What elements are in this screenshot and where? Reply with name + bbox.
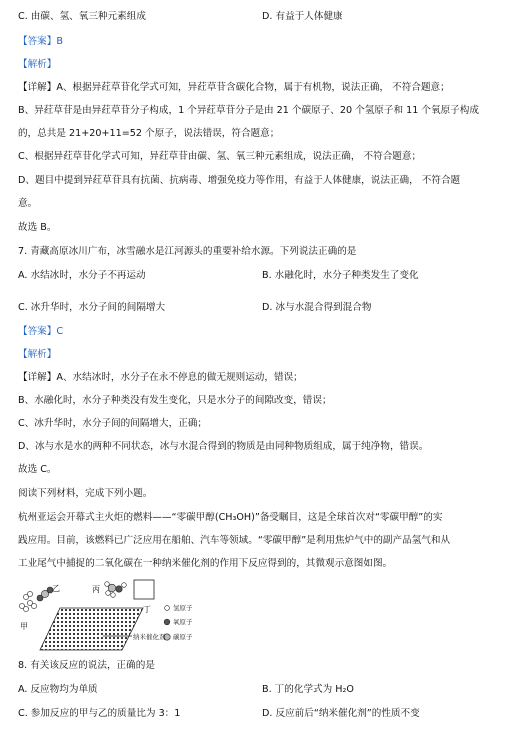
molecule-yi xyxy=(37,587,53,601)
q8-stem: 8. 有关该反应的说法，正确的是 xyxy=(18,660,155,671)
q7-stem: 7. 青藏高原冰川广布，冰雪融水是江河源头的重要补给水源。下列说法正确的是 xyxy=(18,246,357,257)
q7-detail-d: D、冰与水是水的两种不同状态，冰与水混合得到的物质是由同种物质组成，属于纯净物，错误。 xyxy=(18,441,429,452)
q6-detail-b2: 的，总共是 21+20+11=52 个原子，说法错误，符合题意； xyxy=(18,128,280,139)
label-bing: 丙 xyxy=(92,585,100,594)
label-yi: 乙 xyxy=(52,584,60,593)
q7-option-d: D. 冰与水混合得到混合物 xyxy=(262,302,372,313)
reading-para1: 杭州亚运会开幕式主火炬的燃料——“零碳甲醇(CH₃OH)”备受瞩目，这是全球首次对“零碳甲醇”的实 xyxy=(18,512,443,523)
legend-oxygen-mark xyxy=(164,619,170,625)
q7-option-b: B. 水融化时，水分子种类发生了变化 xyxy=(262,270,419,281)
q6-option-c: C. 由碳、氢、氧三种元素组成 xyxy=(18,11,146,22)
q6-option-d: D. 有益于人体健康 xyxy=(262,11,343,22)
q7-conclusion: 故选 C。 xyxy=(18,464,57,475)
catalyst-label: 纳米催化剂 xyxy=(133,633,166,641)
q6-detail-d2: 意。 xyxy=(18,198,38,209)
q8-option-d: D. 反应前后“纳米催化剂”的性质不变 xyxy=(262,708,420,719)
legend-carbon: 碳原子 xyxy=(173,633,193,641)
q6-conclusion: 故选 B。 xyxy=(18,222,57,233)
q7-detail-c: C、冰升华时，水分子间的间隔增大，正确； xyxy=(18,418,207,429)
reading-intro: 阅读下列材料，完成下列小题。 xyxy=(18,488,153,499)
q6-detail-a: 【详解】A、根据异荭草苷化学式可知，异荭草苷含碳化合物，属于有机物，说法正确， 不符合题意； xyxy=(18,82,450,93)
q8-option-b: B. 丁的化学式为 H₂O xyxy=(262,684,354,695)
q6-detail-c: C、根据异荭草苷化学式可知，异荭草苷由碳、氢、氧三种元素组成，说法正确， 不符合题意； xyxy=(18,151,422,162)
q6-answer: 【答案】B xyxy=(18,36,63,47)
reading-para2: 践应用。目前，该燃料已广泛应用在船舶、汽车等领域。“零碳甲醇”是利用焦炉气中的副产品氢气和从 xyxy=(18,535,451,546)
label-ding: 丁 xyxy=(143,605,151,614)
q8-option-a: A. 反应物均为单质 xyxy=(18,684,98,695)
q7-detail-a: 【详解】A、水结冰时，水分子在永不停息的做无规则运动，错误； xyxy=(18,372,303,383)
q6-detail-d1: D、题目中提到异荭草苷具有抗菌、抗病毒、增强免疫力等作用，有益于人体健康，说法正确， 不符合题 xyxy=(18,175,461,186)
q6-detail-b1: B、异荭草苷是由异荭草苷分子构成，1 个异荭草苷分子是由 21 个碳原子、20 个氢原子和 11 个氧原子构成 xyxy=(18,105,479,116)
catalyst-plate xyxy=(40,608,143,650)
q7-answer: 【答案】C xyxy=(18,326,64,337)
q7-option-c: C. 冰升华时，水分子间的间隔增大 xyxy=(18,302,166,313)
q7-analysis-tag: 【解析】 xyxy=(18,349,57,360)
q7-detail-b: B、水融化时，水分子种类没有发生变化，只是水分子的间隙改变，错误； xyxy=(18,395,332,406)
molecule-bing xyxy=(105,582,127,598)
q7-option-a: A. 水结冰时，水分子不再运动 xyxy=(18,270,146,281)
q6-analysis-tag: 【解析】 xyxy=(18,59,57,70)
molecule-jia xyxy=(19,591,36,611)
label-jia: 甲 xyxy=(20,622,28,631)
reading-para3: 工业尾气中捕捉的二氧化碳在一种纳米催化剂的作用下反应得到的，其微观示意图如图。 xyxy=(18,558,393,569)
q8-option-c: C. 参加反应的甲与乙的质量比为 3：1 xyxy=(18,708,181,719)
legend-oxygen: 氧原子 xyxy=(173,618,193,626)
legend-hydrogen-mark xyxy=(165,606,170,611)
molecule-ding-box xyxy=(134,580,154,599)
legend-hydrogen: 氢原子 xyxy=(173,604,193,612)
